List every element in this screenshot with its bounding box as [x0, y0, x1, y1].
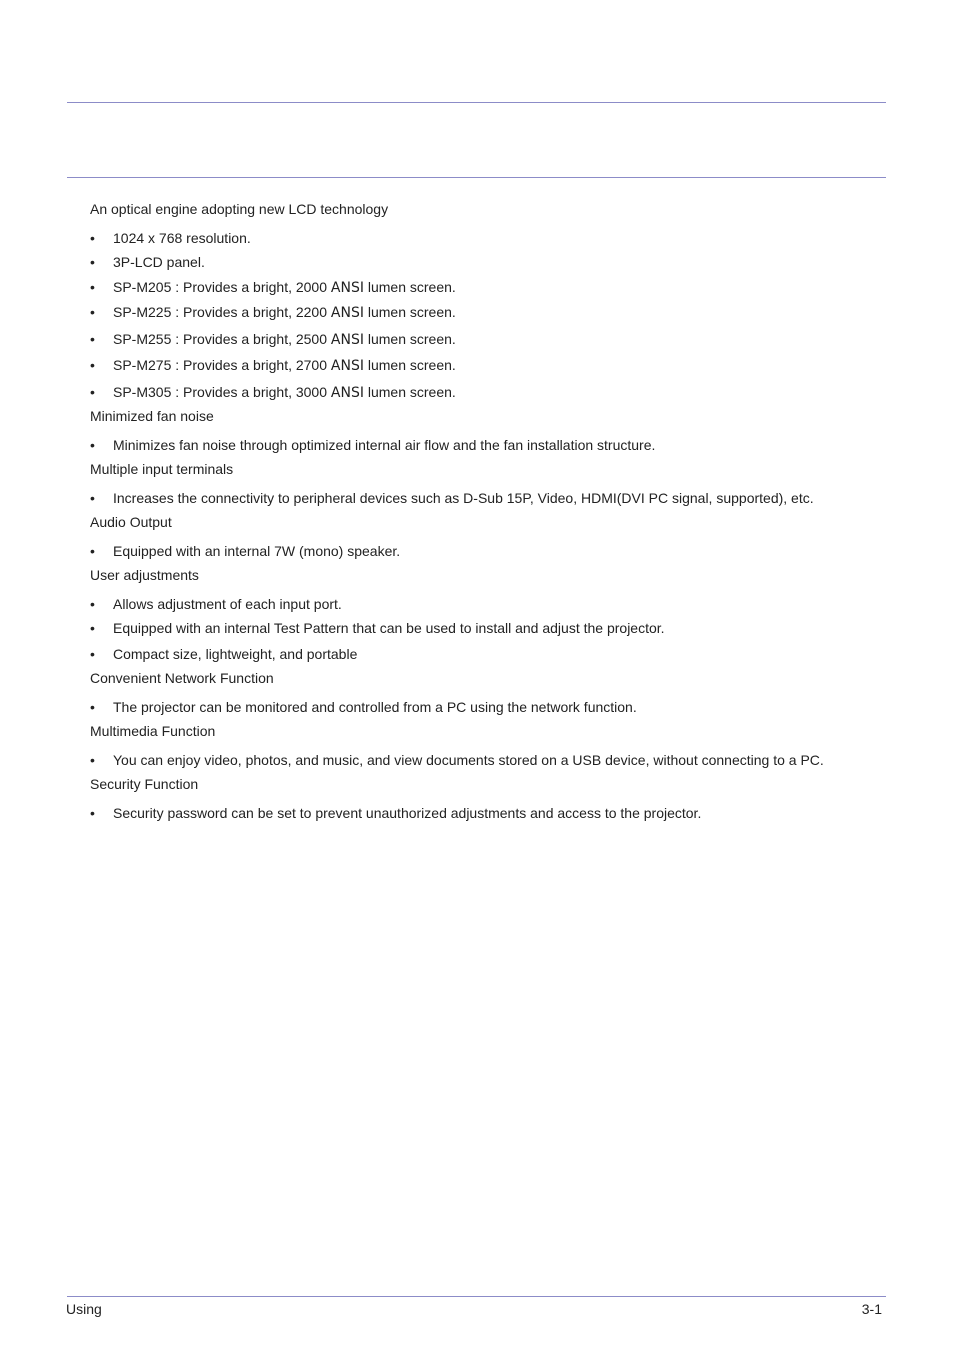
list-item-text-tail: lumen screen. — [363, 384, 456, 400]
bullet-icon: • — [90, 357, 95, 373]
ansi-label: ANSI — [330, 385, 364, 401]
bullet-icon: • — [90, 543, 95, 559]
bullet-icon: • — [90, 279, 95, 295]
bullet-icon: • — [90, 752, 95, 768]
list-item-text: 1024 x 768 resolution. — [113, 230, 251, 246]
bullet-icon: • — [90, 620, 95, 636]
list-item-text: Equipped with an internal 7W (mono) speaker. — [113, 543, 401, 559]
section-heading: User adjustments — [90, 567, 199, 583]
list-item-text: The projector can be monitored and controlled from a PC using the network function. — [113, 699, 637, 715]
ansi-label: ANSI — [330, 280, 364, 296]
ansi-label: ANSI — [330, 358, 364, 374]
list-item-text: SP-M275 : Provides a bright, 2700 — [113, 357, 331, 373]
ansi-label: ANSI — [330, 332, 364, 348]
bullet-icon: • — [90, 646, 95, 662]
list-item-text-tail: lumen screen. — [363, 331, 456, 347]
list-item-text-tail: lumen screen. — [363, 357, 456, 373]
list-item-text: Security password can be set to prevent unauthorized adjustments and access to the projector. — [113, 805, 702, 821]
section-heading: Multiple input terminals — [90, 461, 234, 477]
ansi-label: ANSI — [330, 305, 364, 321]
list-item-text: SP-M305 : Provides a bright, 3000 — [113, 384, 331, 400]
bullet-icon: • — [90, 596, 95, 612]
bullet-icon: • — [90, 331, 95, 347]
bullet-icon: • — [90, 254, 95, 270]
header-rule-bottom — [67, 177, 886, 178]
list-item-text: Compact size, lightweight, and portable — [113, 646, 358, 662]
section-heading: Audio Output — [90, 514, 172, 530]
bullet-icon: • — [90, 805, 95, 821]
list-item-text: Allows adjustment of each input port. — [113, 596, 342, 612]
footer-section-label: Using — [66, 1301, 102, 1317]
bullet-icon: • — [90, 384, 95, 400]
section-heading: Minimized fan noise — [90, 408, 214, 424]
page-number: 3-1 — [861, 1301, 882, 1317]
bullet-icon: • — [90, 490, 95, 506]
header-rule-top — [67, 102, 886, 103]
bullet-icon: • — [90, 230, 95, 246]
footer-rule — [67, 1296, 886, 1297]
list-item-text: 3P-LCD panel. — [113, 254, 205, 270]
list-item-text-tail: lumen screen. — [363, 304, 456, 320]
bullet-icon: • — [90, 437, 95, 453]
list-item-text-tail: lumen screen. — [363, 279, 456, 295]
bullet-icon: • — [90, 304, 95, 320]
list-item-text: You can enjoy video, photos, and music, and view documents stored on a USB device, without connecting to a PC. — [113, 752, 824, 768]
section-heading: An optical engine adopting new LCD technology — [90, 201, 389, 217]
list-item-text: SP-M205 : Provides a bright, 2000 — [113, 279, 331, 295]
list-item-text: SP-M255 : Provides a bright, 2500 — [113, 331, 331, 347]
section-heading: Security Function — [90, 776, 199, 792]
section-heading: Convenient Network Function — [90, 670, 274, 686]
bullet-icon: • — [90, 699, 95, 715]
section-heading: Multimedia Function — [90, 723, 216, 739]
list-item-text: Equipped with an internal Test Pattern that can be used to install and adjust the projector. — [113, 620, 665, 636]
list-item-text: Increases the connectivity to peripheral devices such as D-Sub 15P, Video, HDMI(DVI PC signal, supported), etc. — [113, 490, 814, 506]
list-item-text: SP-M225 : Provides a bright, 2200 — [113, 304, 331, 320]
list-item-text: Minimizes fan noise through optimized internal air flow and the fan installation structure. — [113, 437, 656, 453]
